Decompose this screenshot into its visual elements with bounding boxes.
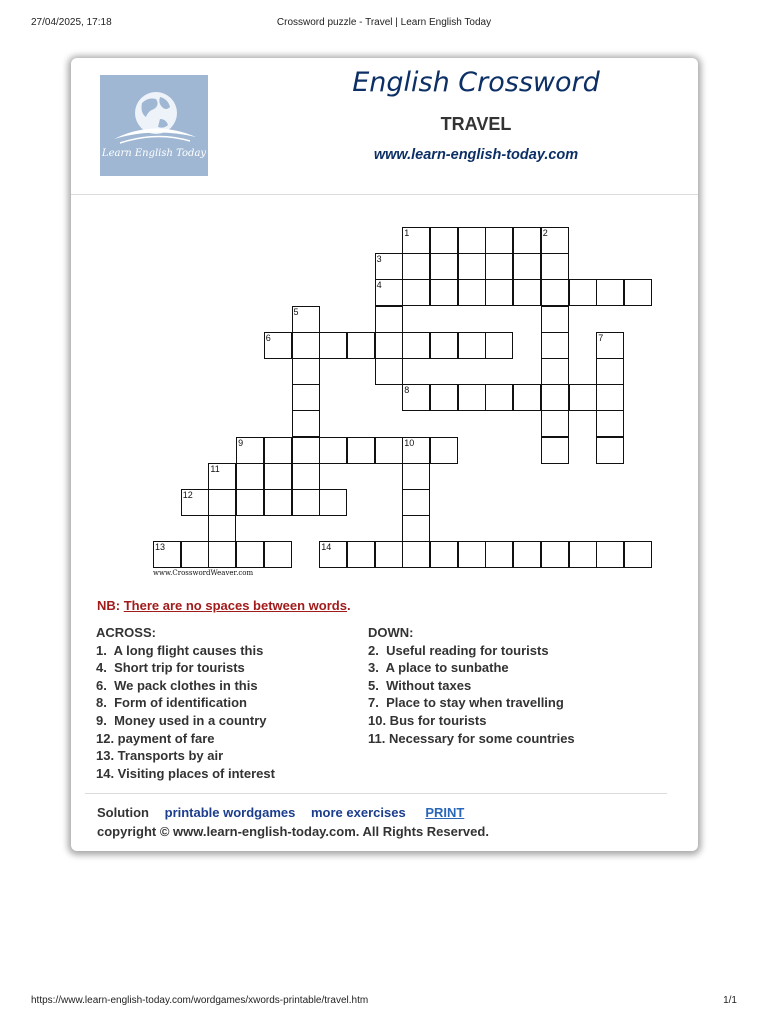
clue-number: 5	[293, 306, 299, 317]
crossword-cell[interactable]	[319, 437, 347, 464]
crossword-cell[interactable]	[208, 489, 236, 516]
crossword-cell[interactable]	[292, 384, 320, 411]
crossword-cell[interactable]	[375, 253, 403, 280]
crossword-cell[interactable]	[541, 437, 569, 464]
crossword-cell[interactable]	[402, 332, 430, 359]
crossword-cell[interactable]	[569, 541, 597, 568]
crossword-cell[interactable]	[292, 437, 320, 464]
crossword-cell[interactable]	[264, 489, 292, 516]
crossword-cell[interactable]	[513, 253, 541, 280]
site-url[interactable]: www.learn-english-today.com	[373, 147, 579, 163]
crossword-grid	[153, 227, 623, 568]
crossword-cell[interactable]	[596, 541, 624, 568]
crossword-cell[interactable]	[402, 463, 430, 490]
crossword-cell[interactable]	[236, 489, 264, 516]
crossword-cell[interactable]	[596, 332, 624, 359]
clue-number: 2	[542, 228, 548, 238]
wordgames-link[interactable]: printable wordgames	[164, 805, 296, 820]
crossword-cell[interactable]	[153, 541, 181, 568]
crossword-cell[interactable]	[485, 227, 513, 254]
down-heading: DOWN:	[368, 625, 414, 640]
crossword-cell[interactable]	[569, 384, 597, 411]
print-datetime: 27/04/2025, 17:18	[31, 17, 112, 28]
clue-number: 9	[238, 437, 244, 448]
clue-number: 6	[265, 332, 271, 343]
clue-number: 1	[404, 228, 410, 238]
crossword-cell[interactable]	[319, 489, 347, 516]
crossword-watermark: www.CrosswordWeaver.com	[153, 569, 254, 577]
clue-number: 12	[182, 490, 193, 500]
clue-across: 1. A long flight causes this	[96, 642, 264, 658]
crossword-cell[interactable]	[624, 541, 652, 568]
clue-number: 8	[404, 385, 410, 396]
crossword-cell[interactable]	[264, 541, 292, 568]
crossword-cell[interactable]	[402, 489, 430, 516]
notice-suffix: .	[346, 598, 351, 613]
crossword-cell[interactable]	[292, 410, 320, 437]
print-page-number: 1/1	[723, 995, 737, 1006]
crossword-cell[interactable]	[541, 541, 569, 568]
clue-across: 6. We pack clothes in this	[96, 677, 258, 693]
across-clues	[96, 624, 275, 782]
clue-across: 9. Money used in a country	[96, 712, 267, 728]
clue-number: 4	[376, 280, 382, 291]
crossword-cell[interactable]	[485, 541, 513, 568]
crossword-cell[interactable]	[485, 279, 513, 306]
crossword-cell[interactable]	[458, 384, 486, 411]
crossword-cell[interactable]	[541, 227, 569, 254]
print-link[interactable]: PRINT	[425, 805, 465, 820]
site-logo[interactable]	[100, 75, 208, 176]
crossword-cell[interactable]	[569, 279, 597, 306]
clue-number: 3	[376, 254, 382, 265]
crossword-cell[interactable]	[402, 541, 430, 568]
crossword-cell[interactable]	[458, 541, 486, 568]
crossword-cell[interactable]	[402, 384, 430, 411]
clue-across: 14. Visiting places of interest	[96, 765, 275, 781]
crossword-card	[71, 58, 698, 851]
clue-number: 14	[321, 542, 332, 553]
crossword-cell[interactable]	[541, 384, 569, 411]
crossword-cell[interactable]	[513, 279, 541, 306]
logo-text: Learn English Today	[101, 148, 207, 159]
print-page-title: Crossword puzzle - Travel | Learn English Today	[276, 17, 492, 28]
crossword-cell[interactable]	[596, 437, 624, 464]
crossword-cell[interactable]	[236, 463, 264, 490]
crossword-cell[interactable]	[375, 279, 403, 306]
crossword-cell[interactable]	[513, 384, 541, 411]
crossword-cell[interactable]	[596, 279, 624, 306]
crossword-cell[interactable]	[541, 332, 569, 359]
solution-link[interactable]: Solution	[97, 805, 149, 820]
crossword-cell[interactable]	[596, 384, 624, 411]
print-url: https://www.learn-english-today.com/wordgames/xwords-printable/travel.htm	[31, 995, 369, 1006]
notice-prefix: NB:	[97, 598, 124, 613]
crossword-cell[interactable]	[402, 279, 430, 306]
globe-icon	[100, 75, 208, 176]
clue-down: 7. Place to stay when travelling	[368, 695, 564, 711]
crossword-cell[interactable]	[541, 306, 569, 333]
clue-number: 10	[404, 437, 415, 448]
puzzle-topic: TRAVEL	[440, 114, 512, 134]
crossword-cell[interactable]	[485, 332, 513, 359]
crossword-cell[interactable]	[375, 332, 403, 359]
crossword-cell[interactable]	[375, 306, 403, 333]
crossword-cell[interactable]	[208, 515, 236, 542]
clue-down: 3. A place to sunbathe	[368, 660, 509, 676]
crossword-cell[interactable]	[541, 410, 569, 437]
crossword-cell[interactable]	[292, 306, 320, 333]
crossword-cell[interactable]	[458, 332, 486, 359]
crossword-cell[interactable]	[624, 279, 652, 306]
crossword-cell[interactable]	[402, 253, 430, 280]
crossword-cell[interactable]	[402, 437, 430, 464]
crossword-cell[interactable]	[292, 489, 320, 516]
crossword-cell[interactable]	[596, 358, 624, 385]
crossword-cell[interactable]	[208, 463, 236, 490]
clue-across: 13. Transports by air	[96, 748, 224, 764]
clue-number: 13	[155, 542, 166, 553]
clue-number: 11	[210, 463, 220, 474]
crossword-cell[interactable]	[402, 227, 430, 254]
crossword-cell[interactable]	[319, 332, 347, 359]
crossword-cell[interactable]	[430, 253, 458, 280]
crossword-cell[interactable]	[458, 279, 486, 306]
crossword-cell[interactable]	[347, 541, 375, 568]
crossword-cell[interactable]	[430, 437, 458, 464]
crossword-cell[interactable]	[236, 437, 264, 464]
crossword-cell[interactable]	[430, 541, 458, 568]
crossword-cell[interactable]	[292, 463, 320, 490]
crossword-cell[interactable]	[513, 541, 541, 568]
crossword-cell[interactable]	[319, 541, 347, 568]
footer-links	[97, 805, 480, 820]
crossword-cell[interactable]	[596, 410, 624, 437]
notice	[97, 598, 351, 613]
clue-down: 2. Useful reading for tourists	[368, 642, 549, 658]
divider	[85, 793, 667, 794]
divider	[71, 194, 698, 195]
crossword-cell[interactable]	[181, 489, 209, 516]
crossword-cell[interactable]	[430, 384, 458, 411]
exercises-link[interactable]: more exercises	[311, 805, 406, 820]
crossword-cell[interactable]	[181, 541, 209, 568]
clue-down: 5. Without taxes	[368, 677, 472, 693]
crossword-cell[interactable]	[430, 332, 458, 359]
crossword-cell[interactable]	[458, 227, 486, 254]
crossword-cell[interactable]	[430, 279, 458, 306]
clue-across: 4. Short trip for tourists	[96, 660, 245, 676]
clue-down: 11. Necessary for some countries	[368, 730, 575, 746]
crossword-cell[interactable]	[347, 437, 375, 464]
clue-number: 7	[598, 332, 604, 343]
crossword-cell[interactable]	[485, 253, 513, 280]
crossword-cell[interactable]	[236, 541, 264, 568]
crossword-cell[interactable]	[375, 541, 403, 568]
crossword-cell[interactable]	[292, 358, 320, 385]
clue-across: 8. Form of identification	[96, 695, 247, 711]
clue-across: 12. payment of fare	[96, 730, 215, 746]
crossword-cell[interactable]	[347, 332, 375, 359]
crossword-cell[interactable]	[402, 515, 430, 542]
crossword-cell[interactable]	[292, 332, 320, 359]
crossword-cell[interactable]	[375, 437, 403, 464]
crossword-cell[interactable]	[264, 437, 292, 464]
crossword-cell[interactable]	[430, 227, 458, 254]
copyright: copyright © www.learn-english-today.com. All Rights Reserved.	[97, 824, 489, 839]
crossword-cell[interactable]	[541, 279, 569, 306]
crossword-cell[interactable]	[485, 384, 513, 411]
down-clues	[368, 624, 575, 747]
crossword-cell[interactable]	[458, 253, 486, 280]
clue-down: 10. Bus for tourists	[368, 712, 487, 728]
crossword-cell[interactable]	[264, 463, 292, 490]
across-heading: ACROSS:	[96, 625, 156, 640]
page-title: English Crossword	[352, 67, 600, 98]
notice-text: There are no spaces between words	[123, 598, 347, 613]
crossword-cell[interactable]	[375, 358, 403, 385]
crossword-cell[interactable]	[264, 332, 292, 359]
crossword-cell[interactable]	[208, 541, 236, 568]
crossword-cell[interactable]	[541, 358, 569, 385]
crossword-cell[interactable]	[541, 253, 569, 280]
crossword-cell[interactable]	[513, 227, 541, 254]
